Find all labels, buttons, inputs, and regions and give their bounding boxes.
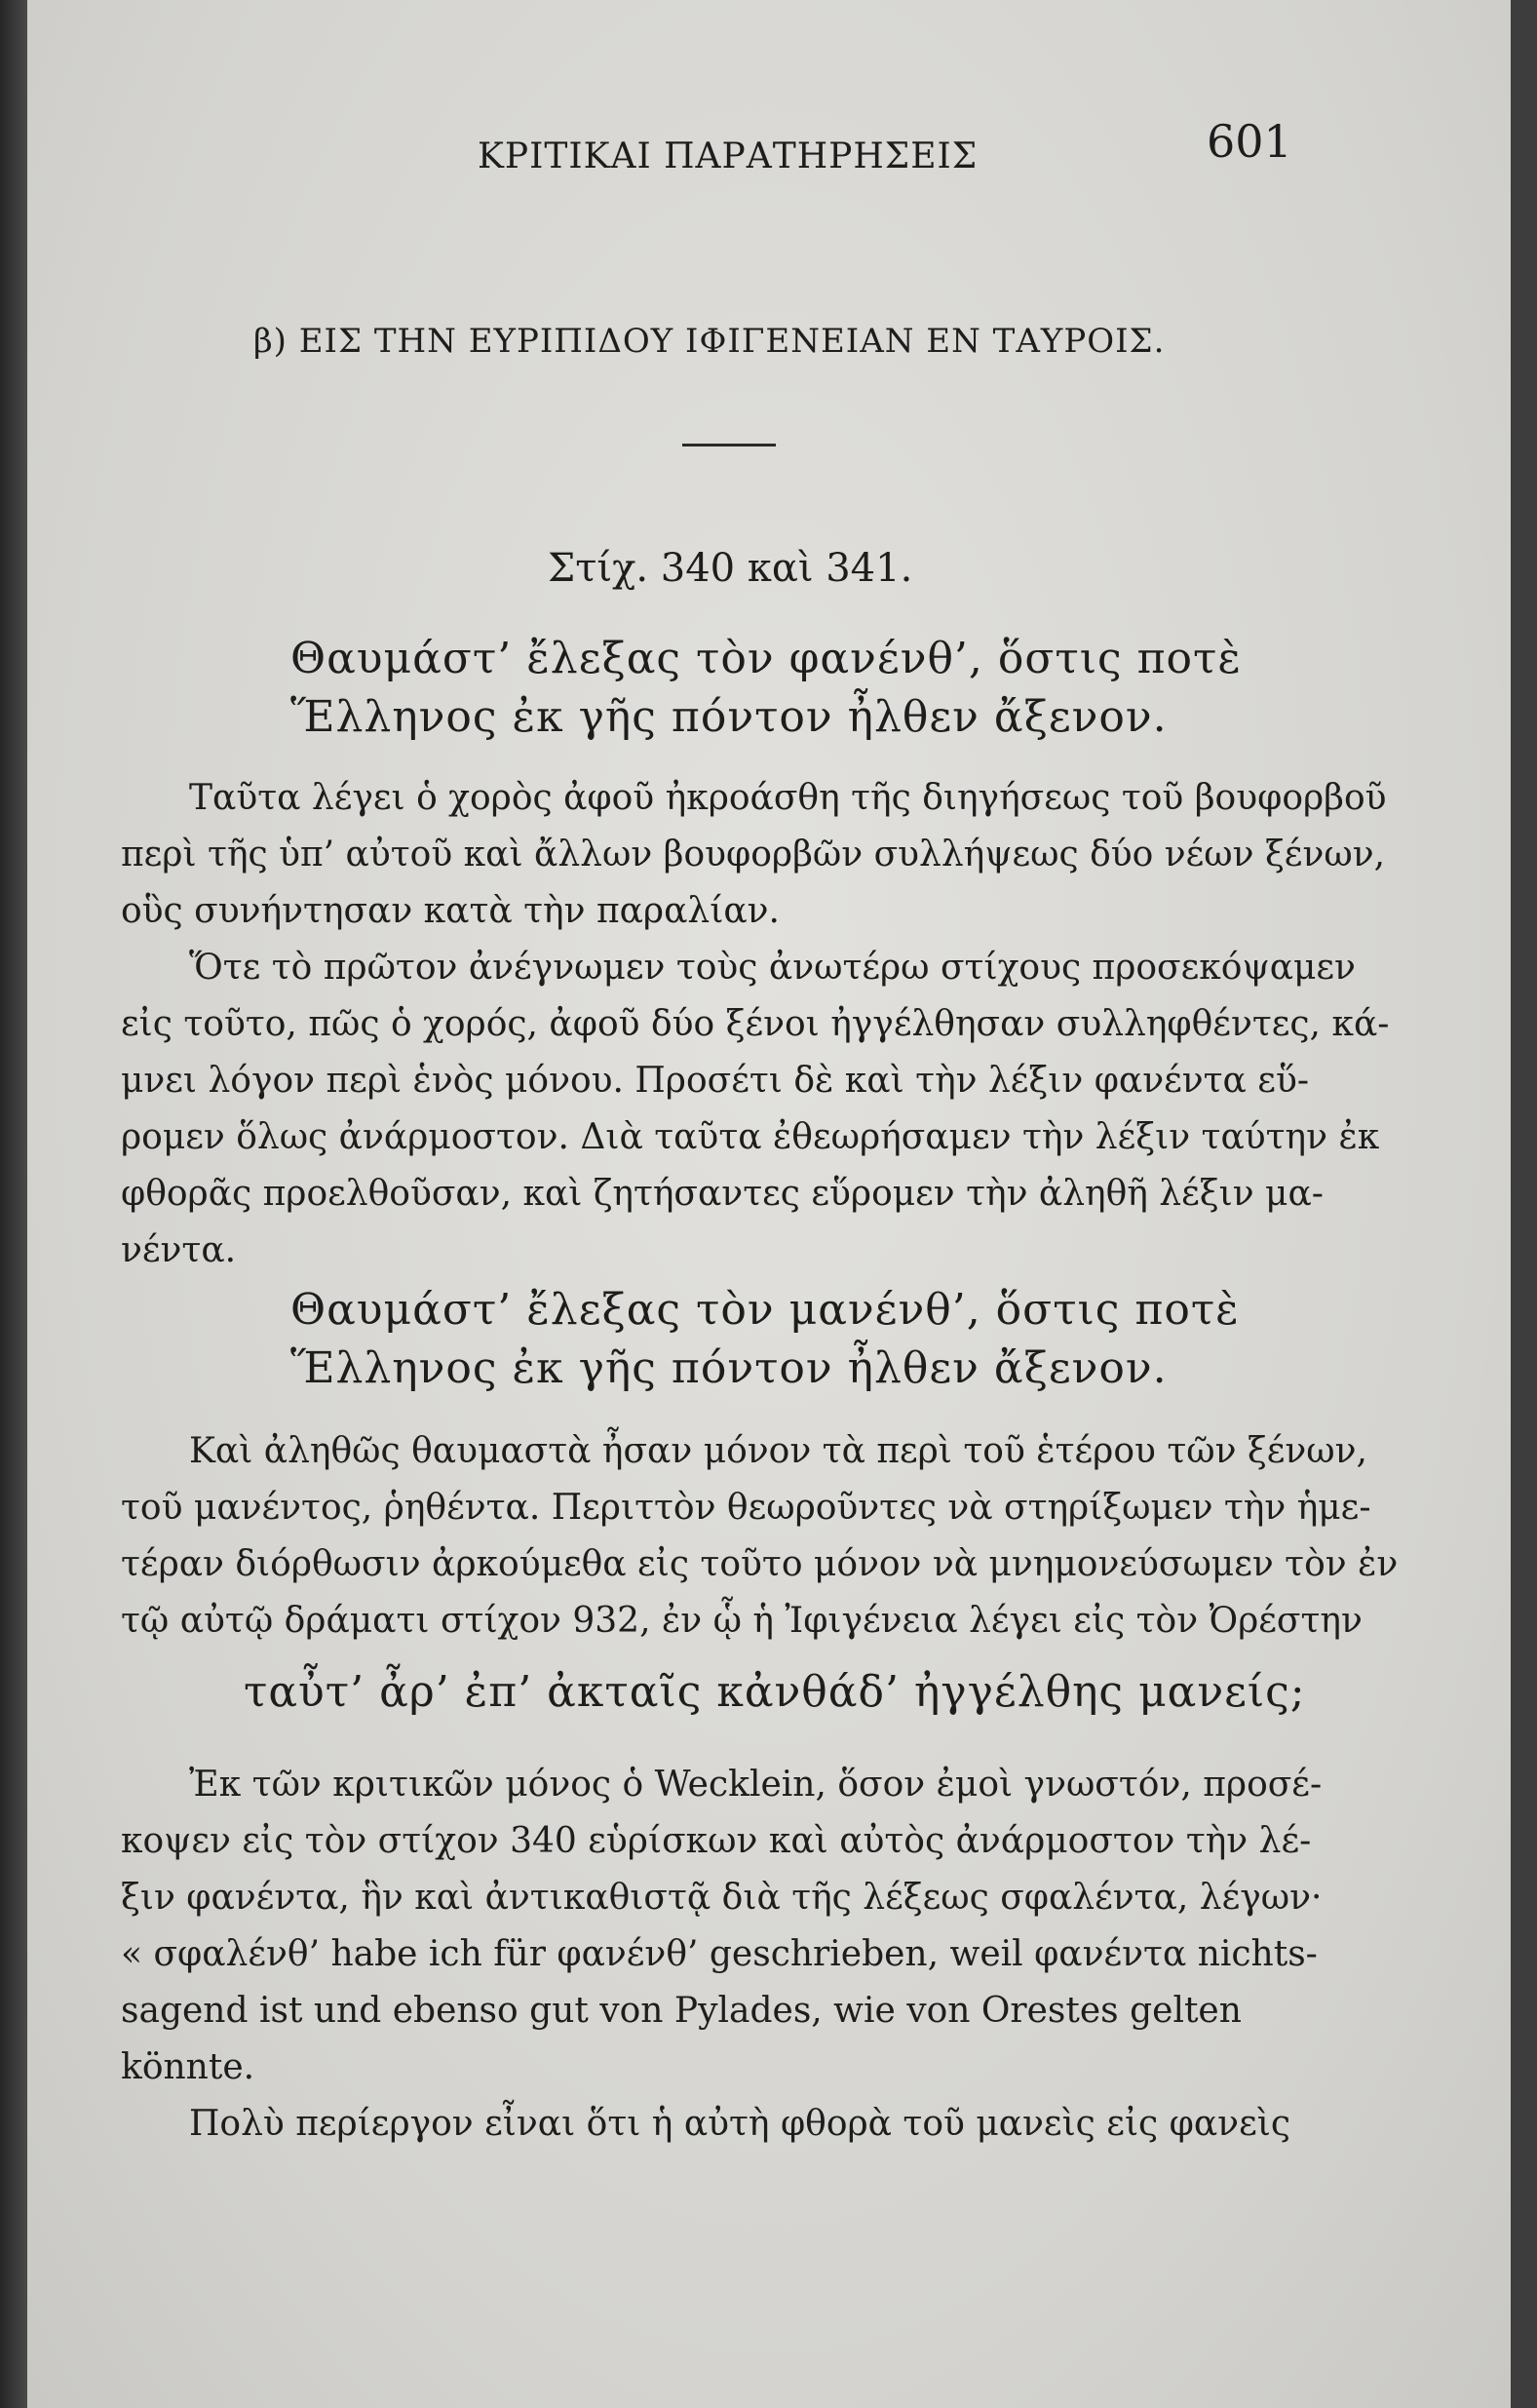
paragraph-line: μνει λόγον περὶ ἑνὸς μόνου. Προσέτι δὲ καὶ τὴν λέξιν φανέντα εὕ- xyxy=(121,1061,1310,1101)
paragraph-line: « σφαλένθ’ habe ich für φανένθ’ geschrieben, weil φανέντα nichts- xyxy=(121,1934,1318,1974)
paragraph-line: τοῦ μανέντος, ῥηθέντα. Περιττὸν θεωροῦντες νὰ στηρίξωμεν τὴν ἡμε- xyxy=(121,1488,1371,1528)
quote1-line1: Θαυμάστ’ ἔλεξας τὸν φανένθ’, ὅστις ποτὲ xyxy=(290,634,1242,683)
paragraph-line: οὓς συνήντησαν κατὰ τὴν παραλίαν. xyxy=(121,891,780,931)
paragraph-line: Ταῦτα λέγει ὁ χορὸς ἀφοῦ ἠκροάσθη τῆς διηγήσεως τοῦ βουφορβοῦ xyxy=(189,778,1387,818)
paragraph-line: ξιν φανέντα, ἣν καὶ ἀντικαθιστᾷ διὰ τῆς λέξεως σφαλέντα, λέγων· xyxy=(121,1878,1323,1918)
paragraph-line: περὶ τῆς ὑπ’ αὐτοῦ καὶ ἄλλων βουφορβῶν συλλήψεως δύο νέων ξένων, xyxy=(121,835,1386,874)
quote3-line: ταὖτ’ ἆρ’ ἐπ’ ἀκταῖς κἀνθάδ’ ἠγγέλθης μανείς; xyxy=(244,1667,1306,1717)
paragraph-line: τέραν διόρθωσιν ἀρκούμεθα εἰς τοῦτο μόνον νὰ μνημονεύσωμεν τὸν ἐν xyxy=(121,1544,1399,1584)
paragraph-line: φθορᾶς προελθοῦσαν, καὶ ζητήσαντες εὕρομεν τὴν ἀληθῆ λέξιν μα- xyxy=(121,1174,1324,1214)
paragraph-3 xyxy=(121,1423,1399,1650)
paragraph-1 xyxy=(121,770,1387,940)
paragraph-2 xyxy=(121,940,1390,1279)
paragraph-5 xyxy=(121,2096,1339,2153)
paragraph-line: ρομεν ὅλως ἀνάρμοστον. Διὰ ταῦτα ἐθεωρήσαμεν τὴν λέξιν ταύτην ἐκ xyxy=(121,1117,1380,1157)
quote1-line2: Ἕλληνος ἐκ γῆς πόντον ἦλθεν ἄξενον. xyxy=(290,692,1168,742)
paragraph-line: Πολὺ περίεργον εἶναι ὅτι ἡ αὐτὴ φθορὰ τοῦ μανεὶς εἰς φανεὶς xyxy=(189,2104,1290,2144)
book-spine-edge xyxy=(0,0,27,2408)
paragraph-line: Καὶ ἀληθῶς θαυμαστὰ ἦσαν μόνον τὰ περὶ τοῦ ἑτέρου τῶν ξένων, xyxy=(189,1431,1367,1471)
verse-reference: Στίχ. 340 καὶ 341. xyxy=(548,546,913,591)
quote2-line2: Ἕλληνος ἐκ γῆς πόντον ἦλθεν ἄξενον. xyxy=(290,1343,1168,1393)
quote2-line1: Θαυμάστ’ ἔλεξας τὸν μανένθ’, ὅστις ποτὲ xyxy=(290,1285,1240,1335)
page-number: 601 xyxy=(1207,115,1292,168)
paragraph-line: εἰς τοῦτο, πῶς ὁ χορός, ἀφοῦ δύο ξένοι ἠγγέλθησαν συλληφθέντες, κά- xyxy=(121,1004,1390,1044)
divider-rule xyxy=(682,444,776,447)
paragraph-line: κοψεν εἰς τὸν στίχον 340 εὑρίσκων καὶ αὐτὸς ἀνάρμοστον τὴν λέ- xyxy=(121,1821,1312,1861)
paragraph-line: τῷ αὐτῷ δράματι στίχον 932, ἐν ᾧ ἡ Ἰφιγένεια λέγει εἰς τὸν Ὀρέστην xyxy=(121,1601,1363,1641)
paragraph-line: Ὅτε τὸ πρῶτον ἀνέγνωμεν τοὺς ἀνωτέρω στίχους προσεκόψαμεν xyxy=(189,948,1356,988)
paragraph-line: νέντα. xyxy=(121,1230,237,1270)
paragraph-line: Ἐκ τῶν κριτικῶν μόνος ὁ Wecklein, ὅσον ἐμοὶ γνωστόν, προσέ- xyxy=(189,1765,1323,1805)
paragraph-line: könnte. xyxy=(121,2047,255,2087)
paragraph-line: sagend ist und ebenso gut von Pylades, wie von Orestes gelten xyxy=(121,1991,1242,2031)
paragraph-4 xyxy=(121,1757,1339,2096)
running-title: ΚΡΙΤΙΚΑΙ ΠΑΡΑΤΗΡΗΣΕΙΣ xyxy=(478,136,979,176)
section-heading: β) ΕΙΣ ΤΗΝ ΕΥΡΙΠΙΔΟΥ ΙΦΙΓΕΝΕΙΑΝ ΕΝ ΤΑΥΡΟΙΣ. xyxy=(253,322,1166,361)
scanned-page xyxy=(27,0,1511,2408)
